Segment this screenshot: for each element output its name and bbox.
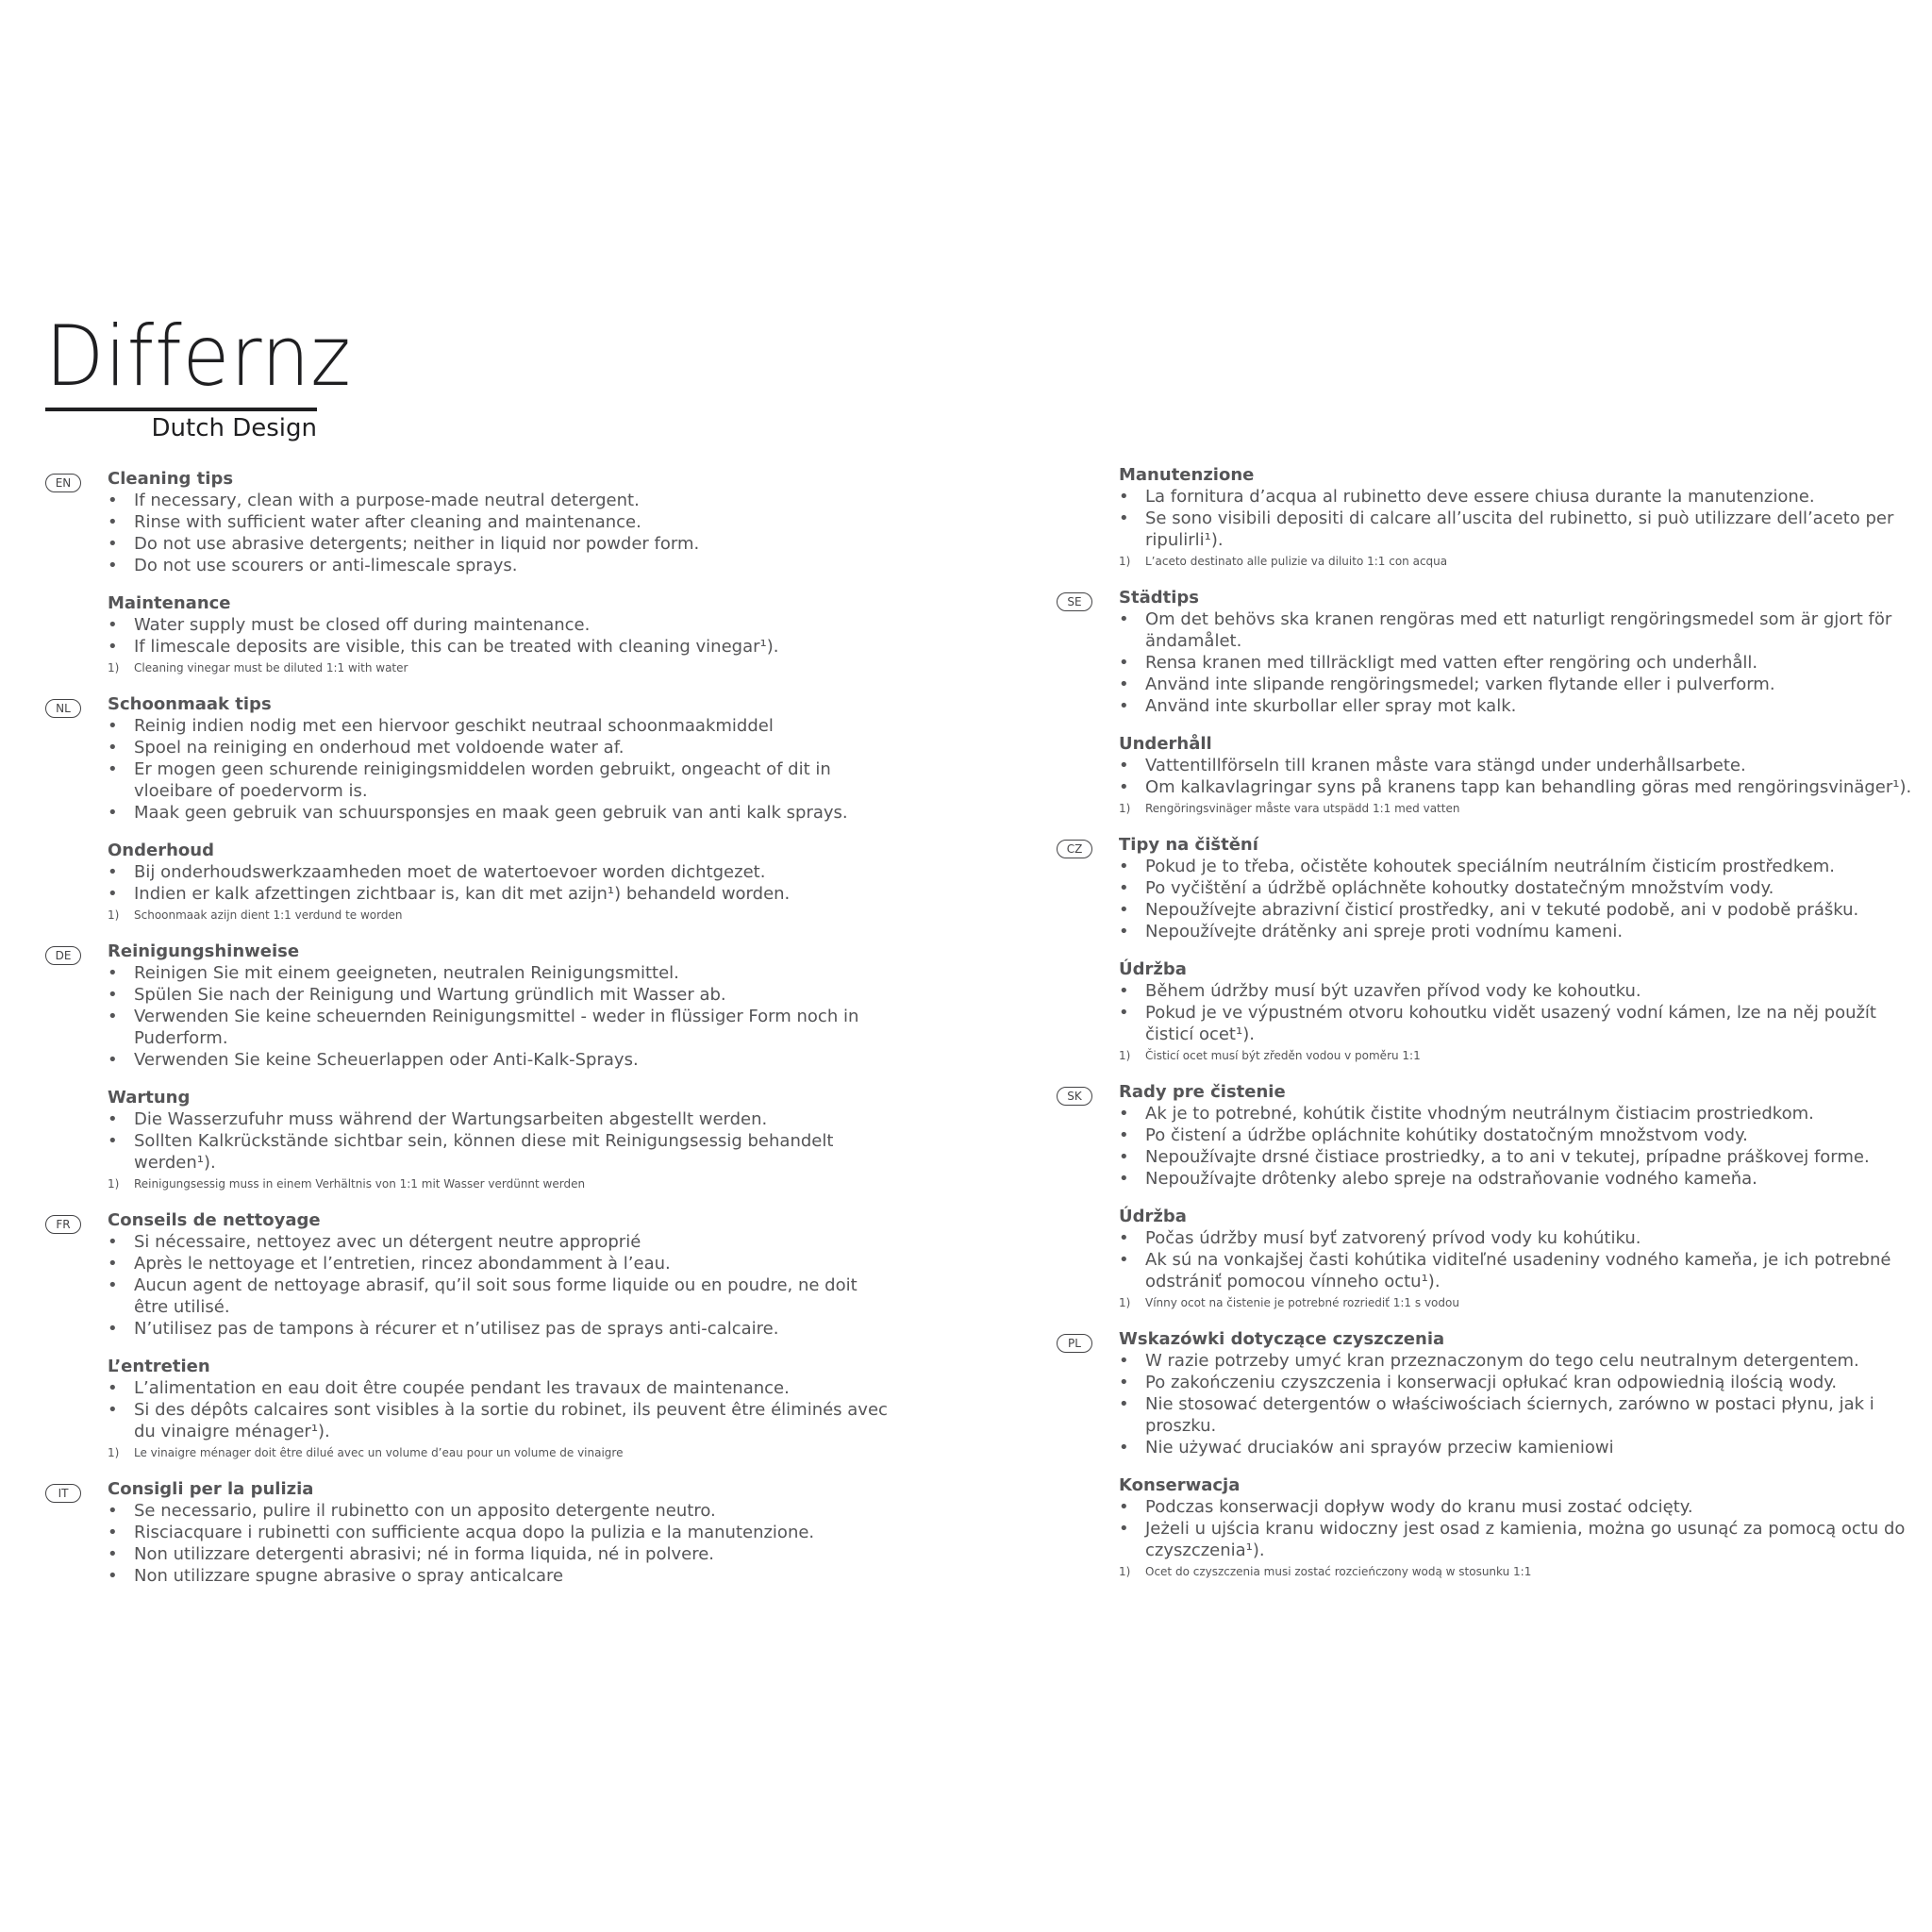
section <box>108 941 894 1071</box>
logo-underline <box>45 408 317 411</box>
list-item: • Water supply must be closed off during maintenance. <box>108 614 894 636</box>
list-item: • La fornitura d’acqua al rubinetto deve essere chiusa durante la manutenzione. <box>1119 486 1915 508</box>
right-column <box>1057 464 1915 1597</box>
footnote <box>1119 799 1915 818</box>
bullet-list <box>1119 608 1915 717</box>
section-title: Údržba <box>1119 1207 1187 1226</box>
language-block-cz <box>1057 834 1915 1065</box>
section <box>108 840 894 924</box>
footnote-number: 1) <box>108 661 120 675</box>
footnote-text: Vínny ocot na čistenie je potrebné rozriediť 1:1 s vodou <box>1145 1296 1459 1309</box>
language-block-fr <box>45 1209 894 1462</box>
list-item: • Non utilizzare detergenti abrasivi; né in forma liquida, né in polvere. <box>108 1543 894 1565</box>
language-block-en <box>45 468 894 677</box>
list-item: • Indien er kalk afzettingen zichtbaar is, kan dit met azijn¹) behandeld worden. <box>108 883 894 905</box>
list-item: • Er mogen geen schurende reinigingsmiddelen worden gebruikt, ongeacht of dit in vloeibare of poedervorm is. <box>108 758 894 802</box>
list-item: • Jeżeli u ujścia kranu widoczny jest osad z kamienia, można go usunąć za pomocą octu do czyszczenia¹). <box>1119 1518 1915 1561</box>
section <box>1119 1474 1915 1581</box>
section-title: Consigli per la pulizia <box>108 1479 314 1499</box>
list-item: • Nepoužívejte abrazivní čisticí prostředky, ani v tekuté podobě, ani v podobě prášku. <box>1119 899 1915 921</box>
bullet-list <box>108 1231 894 1340</box>
bullet-list <box>108 1108 894 1174</box>
footnote-text: Le vinaigre ménager doit être dilué avec un volume d’eau pour un volume de vinaigre <box>134 1446 624 1459</box>
footnote <box>1119 552 1915 571</box>
footnote-number: 1) <box>1119 555 1131 568</box>
bullet-list <box>1119 856 1915 942</box>
list-item: • Bij onderhoudswerkzaamheden moet de watertoevoer worden dichtgezet. <box>108 861 894 883</box>
footnote <box>108 1443 894 1462</box>
list-item: • Après le nettoyage et l’entretien, rincez abondamment à l’eau. <box>108 1253 894 1274</box>
language-badge: CZ <box>1057 840 1092 858</box>
list-item: • Si des dépôts calcaires sont visibles à la sortie du robinet, ils peuvent être éliminés avec du vinaigre ménager¹). <box>108 1399 894 1442</box>
list-item: • Podczas konserwacji dopływ wody do kranu musi zostać odcięty. <box>1119 1496 1915 1518</box>
section-title: Maintenance <box>108 593 231 613</box>
section <box>108 693 894 824</box>
list-item: • Spoel na reiniging en onderhoud met voldoende water af. <box>108 737 894 758</box>
differnz-logo <box>45 308 352 443</box>
section-title: Städtips <box>1119 588 1199 608</box>
language-block-continued <box>1057 464 1915 571</box>
section <box>1119 587 1915 717</box>
left-column <box>45 468 894 1603</box>
footnote-text: Cleaning vinegar must be diluted 1:1 with water <box>134 661 408 675</box>
bullet-list <box>1119 1350 1915 1458</box>
bullet-list <box>108 1377 894 1442</box>
bullet-list <box>108 490 894 576</box>
section-title: Údržba <box>1119 959 1187 979</box>
list-item: • Non utilizzare spugne abrasive o spray anticalcare <box>108 1565 894 1587</box>
section <box>1119 1081 1915 1190</box>
section <box>1119 464 1915 571</box>
list-item: • Počas údržby musí byť zatvorený prívod vody ku kohútiku. <box>1119 1227 1915 1249</box>
language-badge: NL <box>45 699 81 718</box>
logo-wordmark: Differnz <box>45 308 352 405</box>
language-badge: FR <box>45 1215 81 1234</box>
footnote <box>108 906 894 924</box>
footnote-number: 1) <box>1119 1565 1131 1578</box>
section-title: Underhåll <box>1119 734 1212 754</box>
bullet-list <box>1119 1103 1915 1190</box>
list-item: • Använd inte slipande rengöringsmedel; varken flytande eller i pulverform. <box>1119 674 1915 695</box>
section <box>108 592 894 677</box>
list-item: • Sollten Kalkrückstände sichtbar sein, können diese mit Reinigungsessig behandelt werden¹). <box>108 1130 894 1174</box>
list-item: • Nepoužívajte drôtenky alebo spreje na odstraňovanie vodného kameňa. <box>1119 1168 1915 1190</box>
list-item: • Do not use scourers or anti-limescale sprays. <box>108 555 894 576</box>
language-block-se <box>1057 587 1915 818</box>
list-item: • Nepoužívejte drátěnky ani spreje proti vodnímu kameni. <box>1119 921 1915 942</box>
bullet-list <box>108 1500 894 1587</box>
bullet-list <box>108 861 894 905</box>
section <box>1119 1328 1915 1458</box>
bullet-list <box>108 715 894 824</box>
footnote-number: 1) <box>108 908 120 922</box>
list-item: • If necessary, clean with a purpose-made neutral detergent. <box>108 490 894 511</box>
language-badge: SE <box>1057 592 1092 611</box>
section <box>108 1356 894 1462</box>
footnote-text: L’aceto destinato alle pulizie va diluito 1:1 con acqua <box>1145 555 1448 568</box>
section <box>1119 1206 1915 1312</box>
section <box>108 1087 894 1193</box>
list-item: • N’utilisez pas de tampons à récurer et n’utilisez pas de sprays anti-calcaire. <box>108 1318 894 1340</box>
footnote <box>1119 1046 1915 1065</box>
list-item: • Använd inte skurbollar eller spray mot kalk. <box>1119 695 1915 717</box>
logo-tagline: Dutch Design <box>151 414 317 442</box>
footnote-text: Schoonmaak azijn dient 1:1 verdund te worden <box>134 908 403 922</box>
footnote-number: 1) <box>1119 1296 1131 1309</box>
section <box>1119 733 1915 818</box>
bullet-list <box>1119 1227 1915 1292</box>
list-item: • Rensa kranen med tillräckligt med vatten efter rengöring och underhåll. <box>1119 652 1915 674</box>
language-block-sk <box>1057 1081 1915 1312</box>
bullet-list <box>108 962 894 1071</box>
section-title: L’entretien <box>108 1357 210 1376</box>
list-item: • Ak je to potrebné, kohútik čistite vhodným neutrálnym čistiacim prostriedkom. <box>1119 1103 1915 1124</box>
list-item: • Aucun agent de nettoyage abrasif, qu’il soit sous forme liquide ou en poudre, ne doit être utilisé. <box>108 1274 894 1318</box>
language-badge: IT <box>45 1484 81 1503</box>
footnote <box>108 658 894 677</box>
list-item: • Vattentillförseln till kranen måste vara stängd under underhållsarbete. <box>1119 755 1915 776</box>
list-item: • If limescale deposits are visible, this can be treated with cleaning vinegar¹). <box>108 636 894 658</box>
section-title: Wskazówki dotyczące czyszczenia <box>1119 1329 1445 1349</box>
section-title: Conseils de nettoyage <box>108 1210 321 1230</box>
list-item: • Spülen Sie nach der Reinigung und Wartung gründlich mit Wasser ab. <box>108 984 894 1006</box>
footnote-text: Ocet do czyszczenia musi zostać rozcieńczony wodą w stosunku 1:1 <box>1145 1565 1532 1578</box>
list-item: • L’alimentation en eau doit être coupée pendant les travaux de maintenance. <box>108 1377 894 1399</box>
footnote <box>108 1174 894 1193</box>
section <box>1119 834 1915 942</box>
language-block-it <box>45 1478 894 1587</box>
section-title: Reinigungshinweise <box>108 941 300 961</box>
list-item: • Do not use abrasive detergents; neither in liquid nor powder form. <box>108 533 894 555</box>
list-item: • Nepoužívajte drsné čistiace prostriedky, a to ani v tekutej, prípadne práškovej forme. <box>1119 1146 1915 1168</box>
footnote-text: Reinigungsessig muss in einem Verhältnis von 1:1 mit Wasser verdünnt werden <box>134 1177 586 1191</box>
footnote-number: 1) <box>1119 1049 1131 1062</box>
bullet-list <box>1119 755 1915 798</box>
list-item: • Během údržby musí být uzavřen přívod vody ke kohoutku. <box>1119 980 1915 1002</box>
footnote-number: 1) <box>108 1446 120 1459</box>
section <box>108 468 894 576</box>
list-item: • Si nécessaire, nettoyez avec un détergent neutre approprié <box>108 1231 894 1253</box>
list-item: • Maak geen gebruik van schuursponsjes en maak geen gebruik van anti kalk sprays. <box>108 802 894 824</box>
list-item: • Om kalkavlagringar syns på kranens tapp kan behandling göras med rengöringsvinäger¹). <box>1119 776 1915 798</box>
footnote <box>1119 1293 1915 1312</box>
footnote-text: Čisticí ocet musí být zředěn vodou v poměru 1:1 <box>1145 1049 1421 1062</box>
section-title: Rady pre čistenie <box>1119 1082 1286 1102</box>
language-block-pl <box>1057 1328 1915 1581</box>
section-title: Onderhoud <box>108 841 214 860</box>
section-title: Tipy na čištění <box>1119 835 1258 855</box>
list-item: • Om det behövs ska kranen rengöras med ett naturligt rengöringsmedel som är gjort för ändamålet. <box>1119 608 1915 652</box>
list-item: • Verwenden Sie keine scheuernden Reinigungsmittel - weder in flüssiger Form noch in Puderform. <box>108 1006 894 1049</box>
list-item: • Po čistení a údržbe opláchnite kohútiky dostatočným množstvom vody. <box>1119 1124 1915 1146</box>
language-badge: SK <box>1057 1087 1092 1106</box>
section-title: Wartung <box>108 1088 191 1108</box>
list-item: • Reinigen Sie mit einem geeigneten, neutralen Reinigungsmittel. <box>108 962 894 984</box>
list-item: • Verwenden Sie keine Scheuerlappen oder Anti-Kalk-Sprays. <box>108 1049 894 1071</box>
list-item: • Pokud je ve výpustném otvoru kohoutku vidět usazený vodní kámen, lze na něj použít čisticí ocet¹). <box>1119 1002 1915 1045</box>
bullet-list <box>108 614 894 658</box>
language-badge: EN <box>45 474 81 492</box>
list-item: • Risciacquare i rubinetti con sufficiente acqua dopo la pulizia e la manutenzione. <box>108 1522 894 1543</box>
list-item: • Po vyčištění a údržbě opláchněte kohoutky dostatečným množstvím vody. <box>1119 877 1915 899</box>
list-item: • Nie stosować detergentów o właściwościach ściernych, zarówno w postaci płynu, jak i proszku. <box>1119 1393 1915 1437</box>
list-item: • Reinig indien nodig met een hiervoor geschikt neutraal schoonmaakmiddel <box>108 715 894 737</box>
section <box>108 1478 894 1587</box>
list-item: • Rinse with sufficient water after cleaning and maintenance. <box>108 511 894 533</box>
footnote-number: 1) <box>1119 802 1131 815</box>
footnote-number: 1) <box>108 1177 120 1191</box>
language-badge: DE <box>45 946 81 965</box>
footnote-text: Rengöringsvinäger måste vara utspädd 1:1 med vatten <box>1145 802 1460 815</box>
list-item: • Se sono visibili depositi di calcare all’uscita del rubinetto, si può utilizzare dell’aceto per ripulirli¹). <box>1119 508 1915 551</box>
footnote <box>1119 1562 1915 1581</box>
section-title: Konserwacja <box>1119 1475 1241 1495</box>
list-item: • Nie używać druciaków ani sprayów przeciw kamieniowi <box>1119 1437 1915 1458</box>
list-item: • Die Wasserzufuhr muss während der Wartungsarbeiten abgestellt werden. <box>108 1108 894 1130</box>
bullet-list <box>1119 486 1915 551</box>
language-block-nl <box>45 693 894 924</box>
list-item: • W razie potrzeby umyć kran przeznaczonym do tego celu neutralnym detergentem. <box>1119 1350 1915 1372</box>
list-item: • Se necessario, pulire il rubinetto con un apposito detergente neutro. <box>108 1500 894 1522</box>
list-item: • Po zakończeniu czyszczenia i konserwacji opłukać kran odpowiednią ilością wody. <box>1119 1372 1915 1393</box>
section-title: Schoonmaak tips <box>108 694 272 714</box>
list-item: • Pokud je to třeba, očistěte kohoutek speciálním neutrálním čisticím prostředkem. <box>1119 856 1915 877</box>
section-title: Cleaning tips <box>108 469 234 489</box>
language-block-de <box>45 941 894 1193</box>
section-title: Manutenzione <box>1119 465 1255 485</box>
bullet-list <box>1119 980 1915 1045</box>
section <box>1119 958 1915 1065</box>
list-item: • Ak sú na vonkajšej časti kohútika viditeľné usadeniny vodného kameňa, je ich potrebné odstrániť pomocou vínneho octu¹). <box>1119 1249 1915 1292</box>
language-badge: PL <box>1057 1334 1092 1353</box>
section <box>108 1209 894 1340</box>
bullet-list <box>1119 1496 1915 1561</box>
